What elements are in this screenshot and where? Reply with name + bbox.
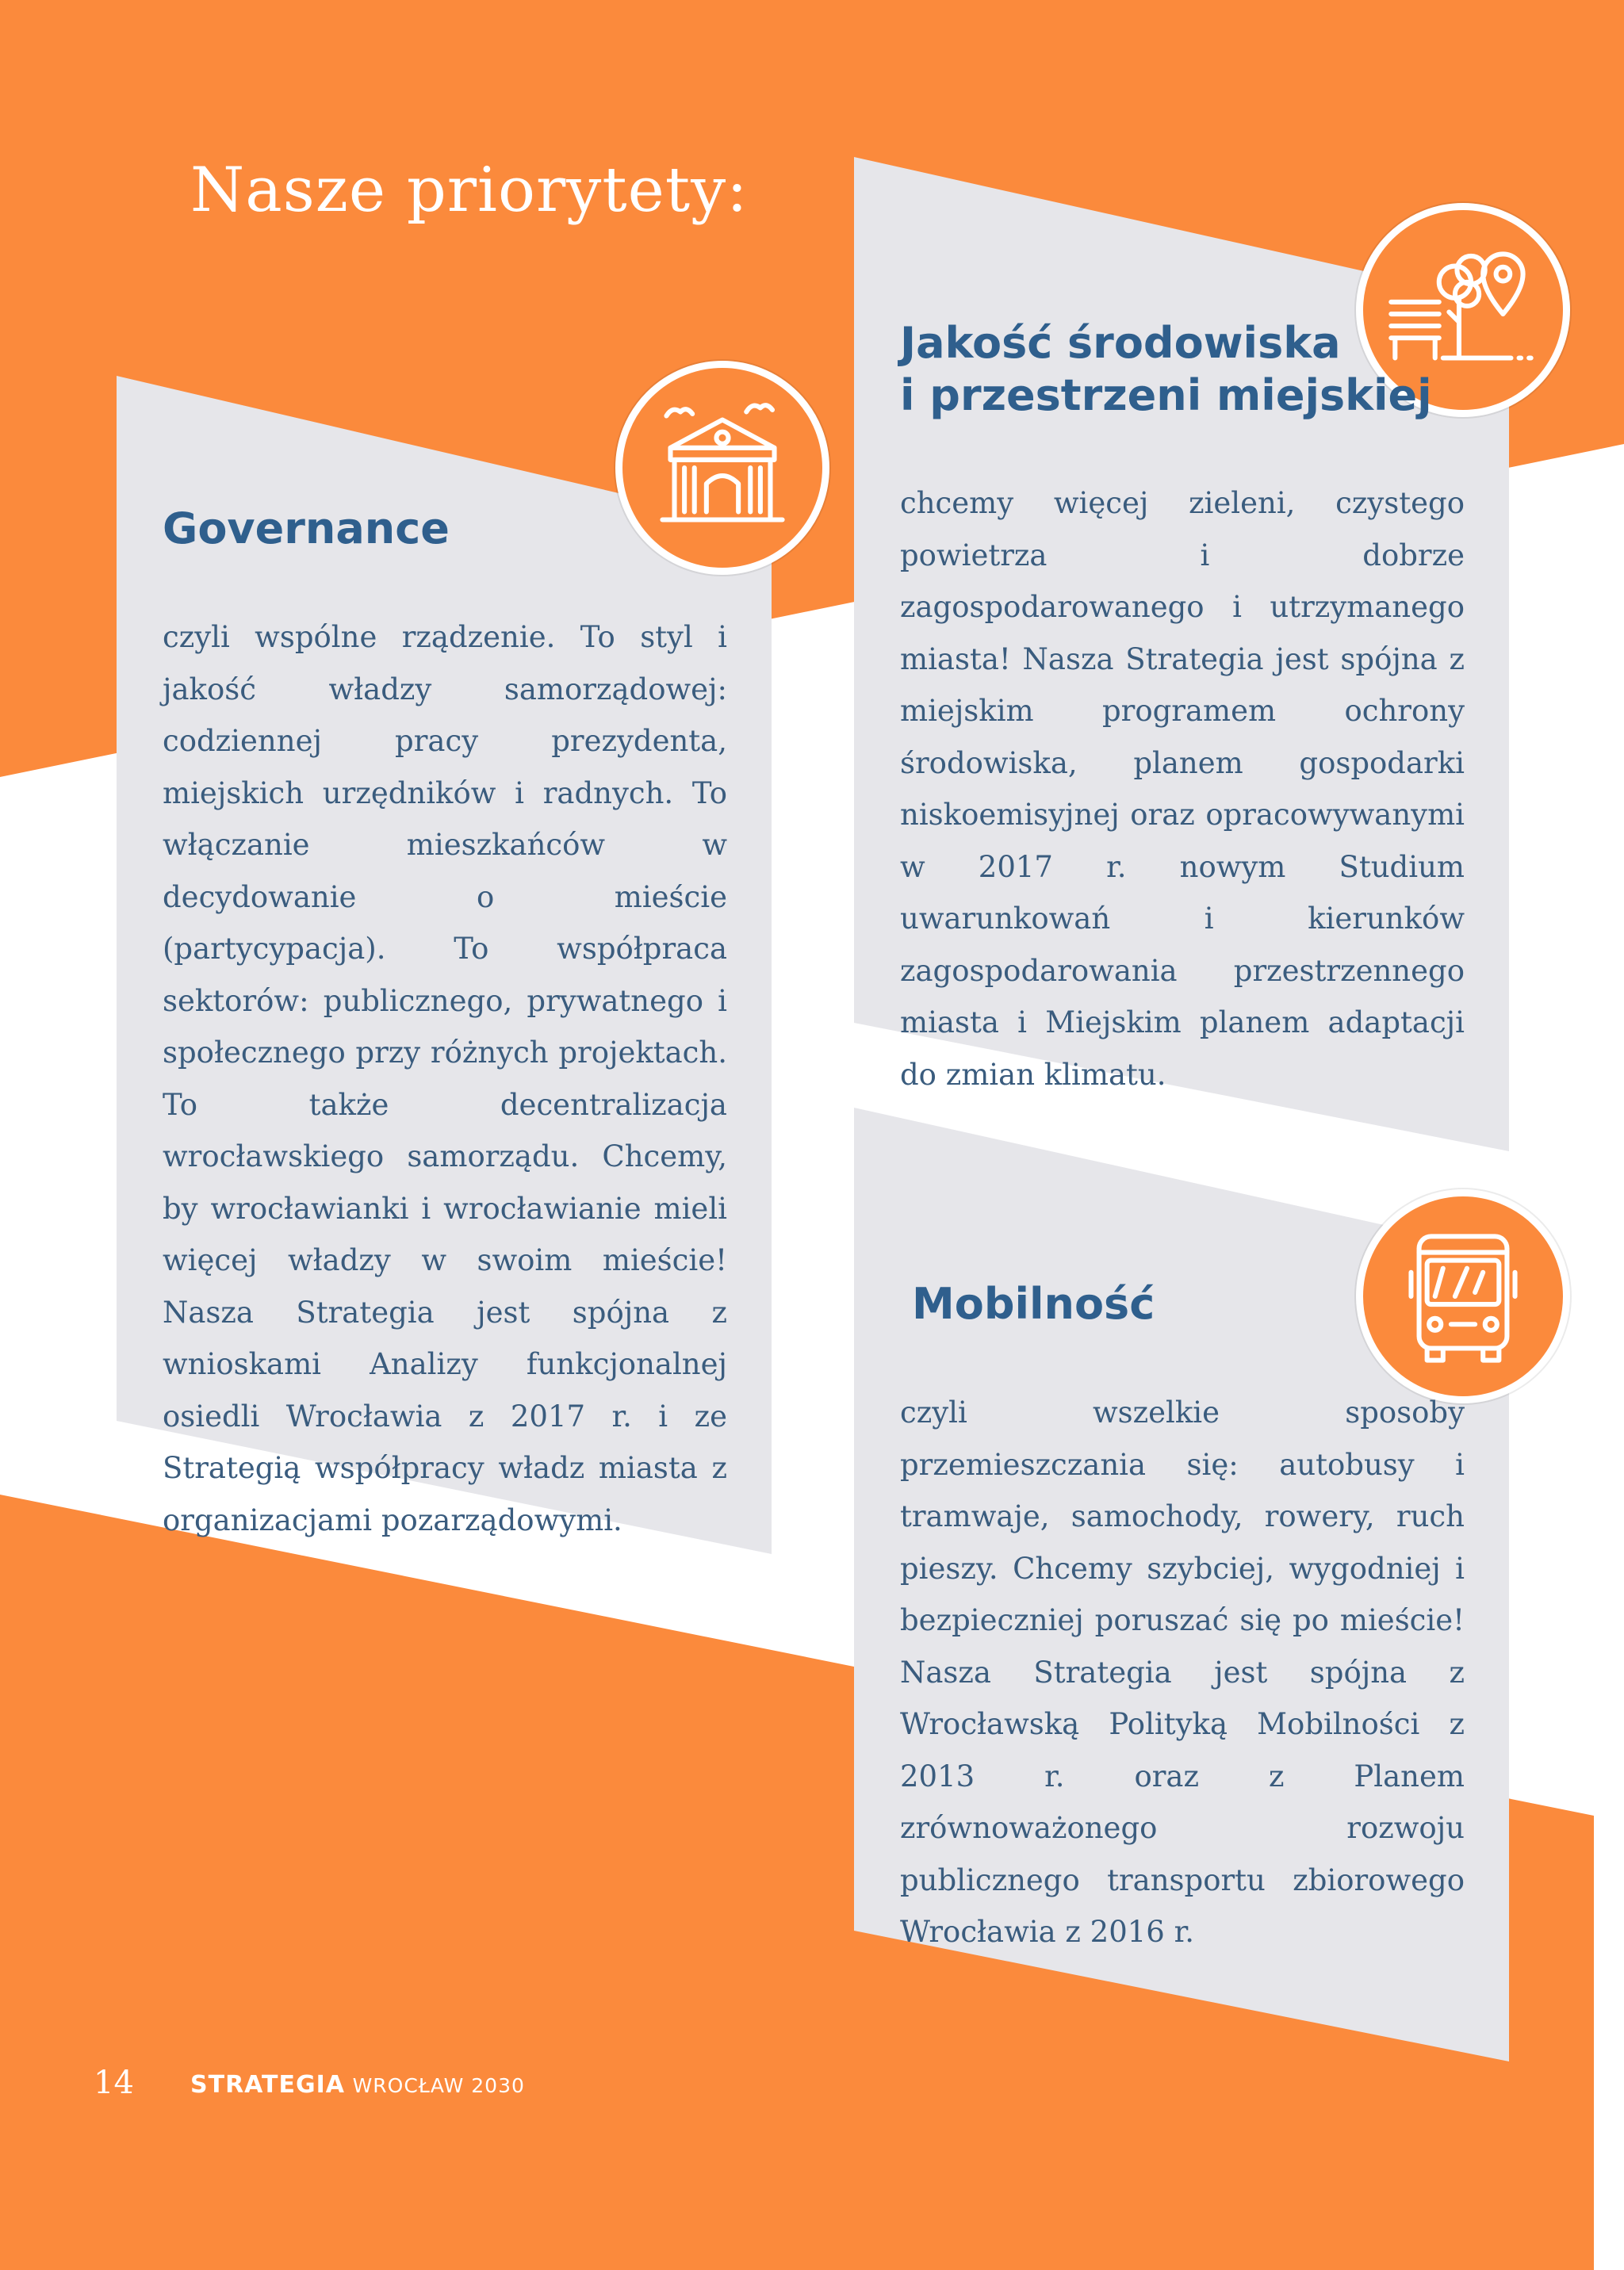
environment-heading bbox=[900, 317, 1432, 422]
governance-heading: Governance bbox=[163, 503, 450, 553]
footer-brand-light: WROCŁAW 2030 bbox=[352, 2074, 525, 2097]
mobility-badge bbox=[1356, 1189, 1570, 1403]
governance-body: czyli wspólne rządzenie. To styl i jakość władzy samorządowej: codziennej pracy prezydenta, miejskich urzędników i radnych. To włączanie mieszkańców w decydowanie o mieście (partycypacja). To współpraca sektorów: publicznego, prywatnego i społecznego przy różnych projektach. To także decentralizacja wrocławskiego samorządu. Chcemy, by wrocławianki i wrocławianie mieli więcej władzy w swoim mieście! Nasza Strategia jest spójna z wnioskami Analizy funkcjonalnej osiedli Wrocławia z 2017 r. i ze Strategią współpracy władz miasta z organizacjami pozarządowymi. bbox=[163, 620, 727, 1537]
mobility-body: czyli wszelkie sposoby przemieszczania się: autobusy i tramwaje, samochody, rowery, ruch pieszy. Chcemy szybciej, wygodniej i bezpieczniej poruszać się po mieście! Nasza Strategia jest spójna z Wrocławską Polityką Mobilności z 2013 r. oraz z Planem zrównoważonego rozwoju publicznego transportu zbiorowego Wrocławia z 2016 r. bbox=[900, 1395, 1465, 1949]
mobility-heading: Mobilność bbox=[912, 1279, 1155, 1329]
city-hall-icon bbox=[622, 368, 822, 568]
bus-icon bbox=[1363, 1196, 1563, 1396]
page-title: Nasze priorytety: bbox=[190, 155, 749, 226]
governance-badge bbox=[615, 361, 829, 575]
environment-heading-line1: Jakość środowiska bbox=[900, 318, 1341, 368]
environment-body: chcemy więcej zieleni, czystego powietrza i dobrze zagospodarowanego i utrzymanego miasta! Nasza Strategia jest spójna z miejskim programem ochrony środowiska, planem gospodarki niskoemisyjnej oraz opracowywanymi w 2017 r. nowym Studium uwarunkowań i kierunków zagospodarowania przestrzennego miasta i Miejskim planem adaptacji do zmian klimatu. bbox=[900, 486, 1465, 1092]
footer-brand bbox=[190, 2071, 525, 2099]
environment-heading-line2: i przestrzeni miejskiej bbox=[900, 370, 1432, 420]
page-number: 14 bbox=[94, 2065, 134, 2101]
footer-brand-bold: STRATEGIA bbox=[190, 2071, 346, 2099]
